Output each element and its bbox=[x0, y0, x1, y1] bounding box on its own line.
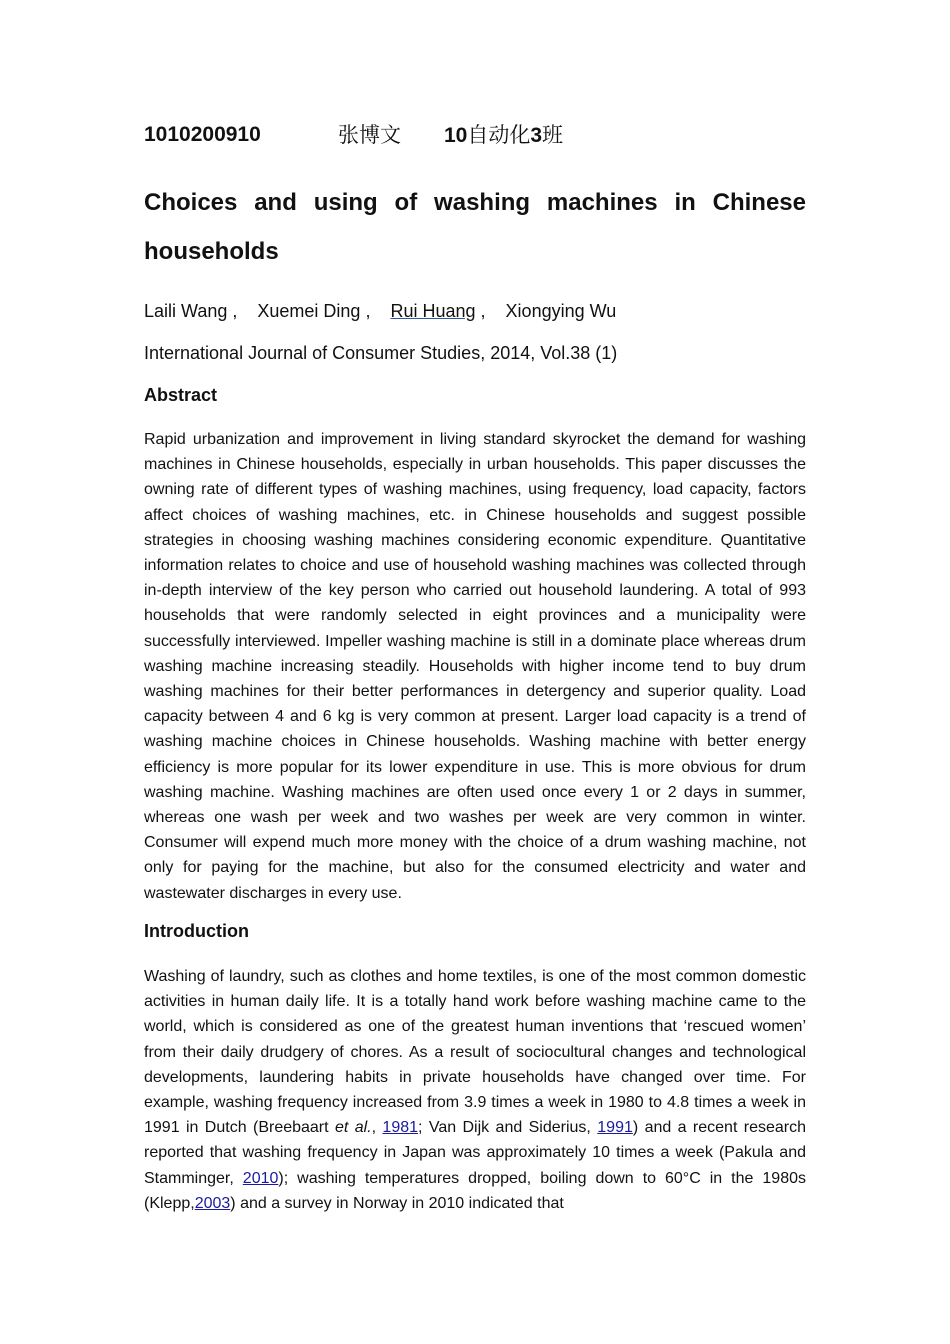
author: Xiongying Wu bbox=[505, 301, 617, 321]
author-link[interactable]: Rui Huang bbox=[390, 301, 476, 321]
citation-link[interactable]: 1981 bbox=[382, 1119, 419, 1137]
introduction-paragraph: Washing of laundry, such as clothes and home textiles, is one of the most common domestic activities in human daily life. It is a totally hand work before washing machine came to the world, which is considered as one of the greatest human inventions that ‘rescued women’ from their daily drudgery of chores. As a result of sociocultural changes and technological developments, laundering habits in private households have changed over time. For example, washing frequency increased from 3.9 times a week in 1980 to 4.8 times a week in 1991 in Dutch (Breebaart et al., 1981; Van Dijk and Siderius, 1991) and a recent research reported that washing frequency in Japan was approximately 10 times a week (Pakula and Stamminger, 2010); washing temperatures dropped, boiling down to 60°C in the 1980s (Klepp,2003) and a survey in Norway in 2010 indicated that bbox=[144, 968, 807, 1212]
citation-link[interactable]: 1991 bbox=[597, 1119, 633, 1137]
student-id: 1010200910 bbox=[144, 123, 261, 146]
paper-title: Choices and using of washing machines in Chinese households bbox=[144, 189, 806, 265]
journal-citation: International Journal of Consumer Studies, 2014, Vol.38 (1) bbox=[144, 343, 618, 363]
student-name: 张博文 bbox=[338, 123, 401, 147]
author-list: Laili Wang , Xuemei Ding , Rui Huang , Xiongying Wu bbox=[144, 301, 617, 321]
author: Laili Wang bbox=[144, 301, 228, 321]
class-name: 10自动化3班 bbox=[444, 123, 564, 147]
introduction-heading: Introduction bbox=[144, 921, 249, 941]
citation-link[interactable]: 2010 bbox=[242, 1169, 279, 1187]
citation-link[interactable]: 2003 bbox=[194, 1194, 231, 1212]
abstract-heading: Abstract bbox=[144, 385, 218, 405]
student-header bbox=[144, 118, 806, 152]
et-al: et al. bbox=[334, 1119, 372, 1137]
abstract-text: Rapid urbanization and improvement in living standard skyrocket the demand for washing machines in Chinese households, especially in urban households. This paper discusses the owning rate of different types of washing machines, using frequency, load capacity, factors affect choices of washing machines, etc. in Chinese households and suggest possible strategies in choosing washing machines considering economic expenditure. Quantitative information relates to choice and use of household washing machines was collected through in-depth interview of the key person who carried out household laundering. A total of 993 households that were randomly selected in eight provinces and a municipality were successfully interviewed. Impeller washing machine is still in a dominate place whereas drum washing machine increasing steadily. Households with higher income tend to buy drum washing machines for their better performances in detergency and superior quality. Load capacity between 4 and 6 kg is very common at present. Larger load capacity is a trend of washing machine choices in Chinese households. Washing machine with better energy efficiency is more popular for its lower expenditure in use. This is more obvious for drum washing machine. Washing machines are often used once every 1 or 2 days in summer, whereas one wash per week and two washes per week are very common in winter. Consumer will expend much more money with the choice of a drum washing machine, not only for paying for the machine, but also for the consumed electricity and water and wastewater discharges in every use. bbox=[144, 431, 806, 902]
author: Xuemei Ding bbox=[257, 301, 361, 321]
